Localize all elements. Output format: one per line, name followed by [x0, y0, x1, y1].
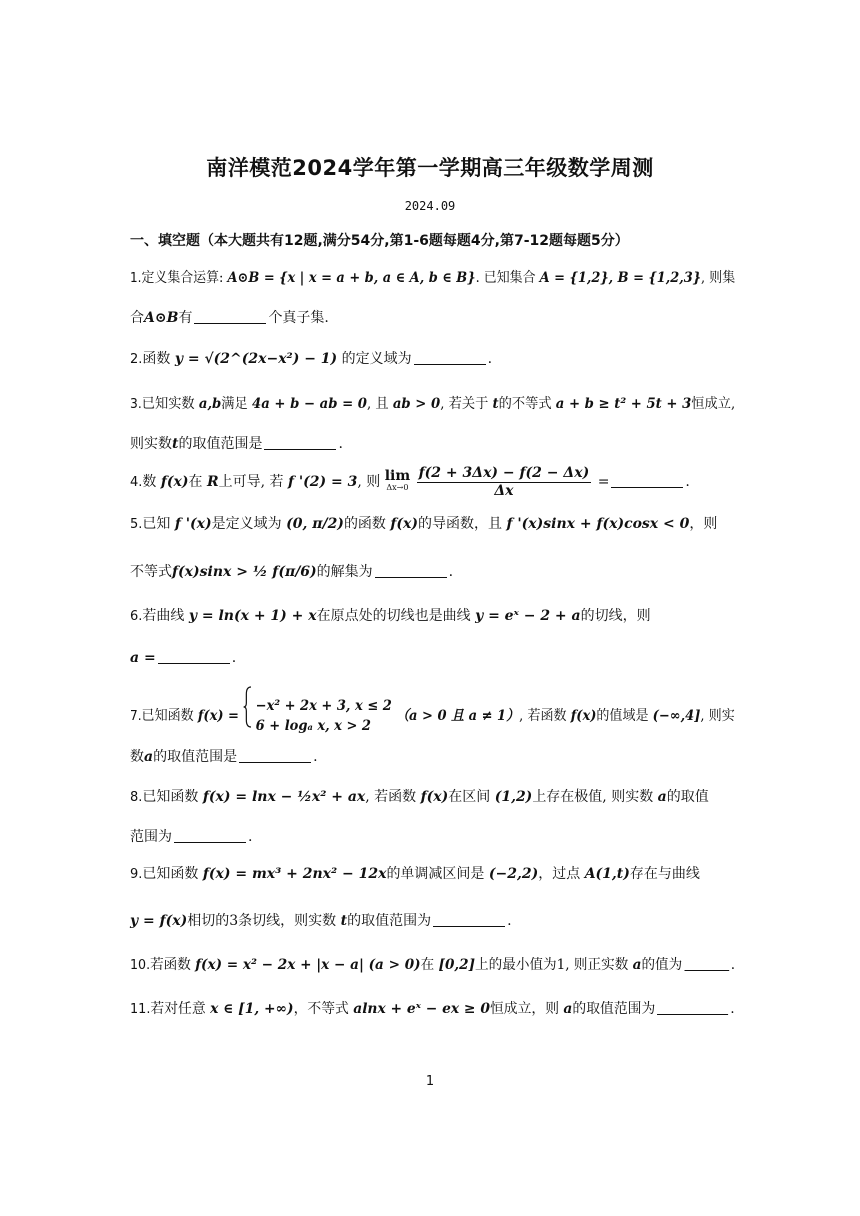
- question-number: 6.: [130, 609, 143, 624]
- question-number: 4.: [130, 475, 143, 490]
- question-number: 8.: [130, 790, 143, 805]
- question-10: 10.若函数 f(x) = x² − 2x + |x − a| (a > 0)在 [0,2]上的最小值为1, 则正实数 a的值为 .: [130, 957, 736, 973]
- question-2: 2.函数 y = √(2^(2x−x²) − 1) 的定义域为 .: [130, 351, 493, 367]
- question-3-line-1: 3.已知实数 a,b满足 4a + b − ab = 0, 且 ab > 0, 若关于 t的不等式 a + b ≥ t² + 5t + 3恒成立,: [130, 396, 736, 412]
- question-8-line-1: 8.已知函数 f(x) = lnx − ½x² + ax, 若函数 f(x)在区间 (1,2)上存在极值, 则实数 a的取值: [130, 789, 709, 805]
- question-number: 1.: [130, 271, 142, 286]
- question-5-line-2: 不等式f(x)sinx > ½ f(π/6)的解集为 .: [130, 564, 454, 580]
- answer-blank[interactable]: [194, 309, 266, 324]
- question-number: 7.: [130, 709, 142, 724]
- question-6-line-1: 6.若曲线 y = ln(x + 1) + x在原点处的切线也是曲线 y = eˣ − 2 + a的切线，则: [130, 608, 651, 624]
- difference-quotient: $\frac{f(2 + 3\Delta x) - f(2 - \Delta x)}{\Delta x}$: [418, 464, 590, 499]
- question-1-line-2: 合A⊙B有 个真子集.: [130, 310, 329, 326]
- answer-blank[interactable]: [264, 435, 336, 450]
- section-heading: 一、填空题（本大题共有12题,满分54分,第1-6题每题4分,第7-12题每题5分）: [130, 233, 629, 249]
- question-7-line-2: 数a的取值范围是 .: [130, 749, 318, 765]
- question-6-line-2: a = .: [130, 650, 237, 666]
- question-number: 2.: [130, 352, 143, 367]
- question-number: 3.: [130, 397, 142, 412]
- question-9-line-1: 9.已知函数 f(x) = mx³ + 2nx² − 12x的单调减区间是 (−2,2)，过点 A(1,t)存在与曲线: [130, 866, 700, 882]
- question-5-line-1: 5.已知 f '(x)是定义域为 (0, π/2)的函数 f(x)的导函数，且 f '(x)sinx + f(x)cosx < 0，则: [130, 516, 718, 532]
- answer-blank[interactable]: [239, 748, 311, 763]
- answer-blank[interactable]: [433, 912, 505, 927]
- answer-blank[interactable]: [375, 563, 447, 578]
- question-number: 10.: [130, 958, 151, 973]
- answer-blank[interactable]: [158, 649, 230, 664]
- given-sets: A = {1,2}, B = {1,2,3}: [539, 270, 702, 286]
- question-number: 11.: [130, 1002, 151, 1017]
- answer-blank[interactable]: [414, 350, 486, 365]
- answer-blank[interactable]: [611, 473, 683, 488]
- question-8-line-2: 范围为 .: [130, 829, 253, 845]
- question-number: 9.: [130, 867, 143, 882]
- answer-blank[interactable]: [684, 956, 729, 971]
- question-3-line-2: 则实数t的取值范围是 .: [130, 436, 343, 452]
- exam-title: 南洋模范2024学年第一学期高三年级数学周测: [206, 156, 654, 180]
- question-11: 11.若对任意 x ∈ [1, +∞)，不等式 alnx + eˣ − ex ≥ 0恒成立，则 a的取值范围为 .: [130, 1001, 735, 1017]
- question-9-line-2: y = f(x)相切的3条切线，则实数 t的取值范围为 .: [130, 913, 512, 929]
- limit-operator: lim Δx→0: [384, 468, 411, 492]
- piecewise-brace: [243, 686, 251, 746]
- page-number: 1: [425, 1074, 435, 1089]
- piecewise-cases: −x² + 2x + 3, x ≤ 2 6 + logₐ x, x > 2: [255, 698, 392, 734]
- question-7-line-1: 7.已知函数 f(x) = −x² + 2x + 3, x ≤ 2 6 + logₐ x, x > 2 （a > 0 且 a ≠ 1）, 若函数 f(x)的值域是 (−∞,4], 则实: [130, 686, 735, 746]
- answer-blank[interactable]: [657, 1000, 728, 1015]
- answer-blank[interactable]: [174, 828, 246, 843]
- function-expression: y = √(2^(2x−x²) − 1): [174, 351, 338, 367]
- question-number: 5.: [130, 517, 143, 532]
- question-4: 4.数 f(x)在 R上可导, 若 f '(2) = 3, 则 lim Δx→0 $\frac{f(2 + 3\Delta x) - f(2 - \Delta x)}{\Delta x}$ = .: [130, 464, 690, 499]
- set-operation-definition: A⊙B = {x | x = a + b, a ∈ A, b ∈ B}: [227, 270, 476, 286]
- exam-date: 2024.09: [404, 199, 456, 213]
- question-1-line-1: 1.定义集合运算: A⊙B = {x | x = a + b, a ∈ A, b ∈ B}. 已知集合 A = {1,2}, B = {1,2,3}, 则集: [130, 270, 736, 286]
